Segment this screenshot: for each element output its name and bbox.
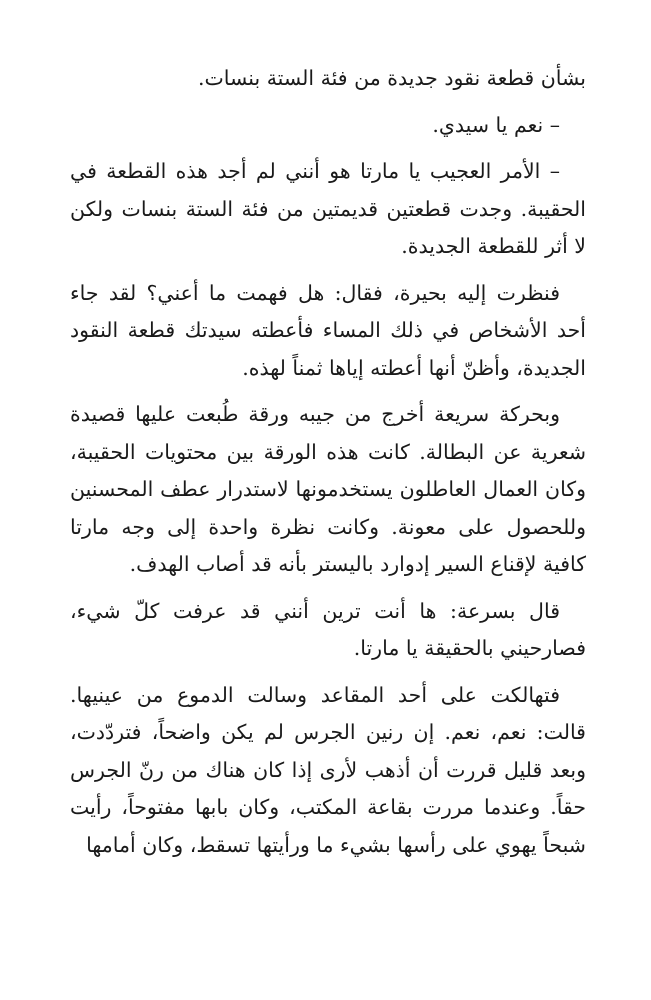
paragraph-1: بشأن قطعة نقود جديدة من فئة الستة بنسات. (197, 66, 586, 90)
paragraph-7: فتهالكت على أحد المقاعد وسالت الدموع من عينيها. قالت: نعم، نعم. إن رنين الجرس لم يكن واضحاً، فتردّدت، وبعد قليل قررت أن أذهب لأرى إذا كان هناك من رنّ الجرس حقاً. وعندما مررت بقاعة المكتب، وكان بابها مفتوحاً، رأيت شبحاً يهوي على رأسها بشيء ما ورأيتها تسقط، وكان أمامها (70, 682, 586, 857)
paragraph-4: فنظرت إليه بحيرة، فقال: هل فهمت ما أعني؟ لقد جاء أحد الأشخاص في ذلك المساء فأعطته سيدتك قطعة النقود الجديدة، وأظنّ أنها أعطته إياها ثمناً لهذه. (70, 280, 586, 380)
paragraph-3: – الأمر العجيب يا مارتا هو أنني لم أجد هذه القطعة في الحقيبة. وجدت قطعتين قديمتين من فئة الستة بنسات ولكن لا أثر للقطعة الجديدة. (70, 159, 586, 258)
paragraph-5: وبحركة سريعة أخرج من جيبه ورقة طُبعت عليها قصيدة شعرية عن البطالة. كانت هذه الورقة بين محتويات الحقيبة، وكان العمال العاطلون يستخدمونها لاستدرار عطف المحسنين وللحصول على معونة. وكانت نظرة واحدة إلى وجه مارتا كافية لإقناع السير إدوارد باليستر بأنه قد أصاب الهدف. (70, 402, 586, 576)
paragraph-2: – نعم يا سيدي. (432, 112, 560, 137)
paragraph-6: قال بسرعة: ها أنت ترين أنني قد عرفت كلّ شيء، فصارحيني بالحقيقة يا مارتا. (70, 598, 586, 660)
book-page (70, 60, 586, 873)
